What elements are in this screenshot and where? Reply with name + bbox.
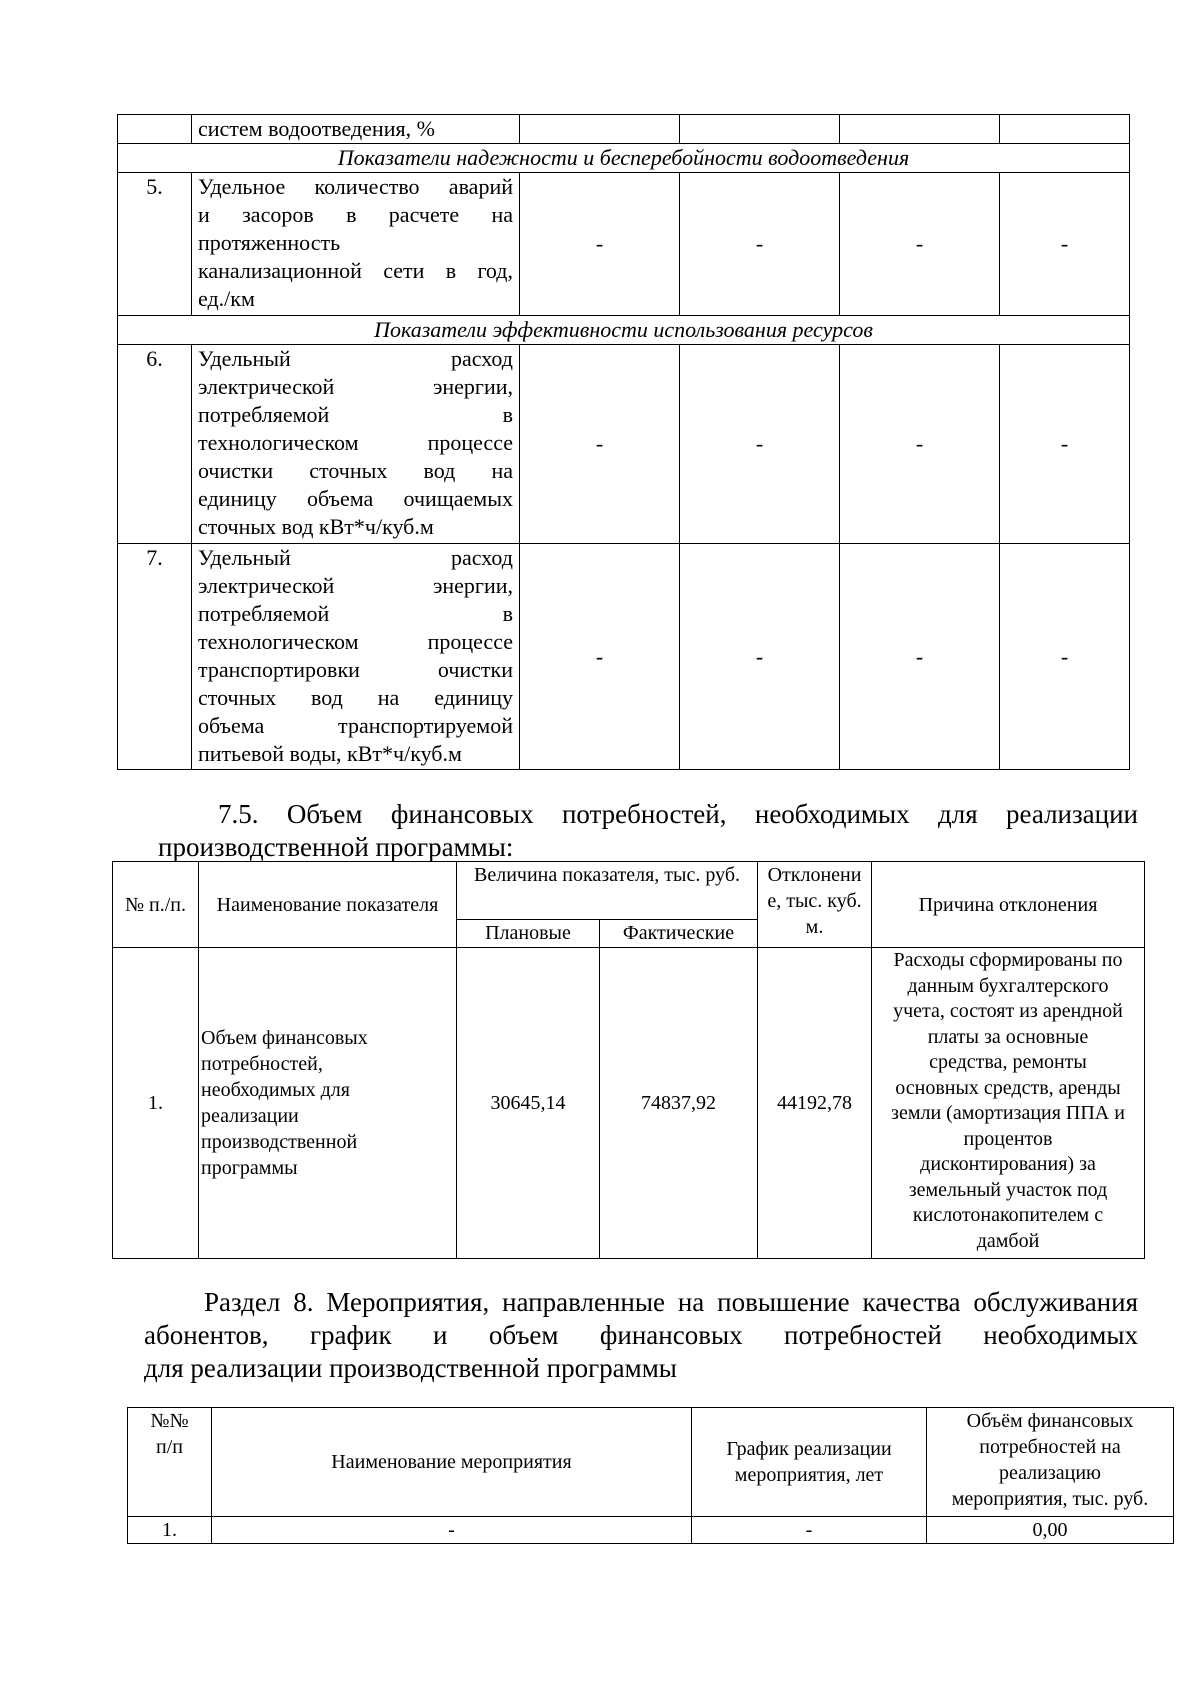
section-reliability-title: Показатели надежности и бесперебойности водоотведения [118,144,1130,173]
indicator-name: Удельный расход электрической энергии, потребляемой в технологическом процессе очистки сточных вод на единицу объема очищаемых сточных вод кВт*ч/куб.м [192,345,520,544]
row-number: 6. [118,345,192,544]
value-cell: - [1000,345,1130,544]
top-row-label: систем водоотведения, % [192,115,520,144]
value-cell: - [840,173,1000,316]
header-actual: Фактические [600,920,758,948]
value-cell: - [520,173,680,316]
value-cell: - [680,345,840,544]
measures-table [127,1407,1174,1544]
value-cell: - [840,544,1000,770]
table-header-row [113,862,1145,920]
table-row [118,115,1130,144]
value-cell: - [1000,173,1130,316]
header-num: № п./п. [113,862,199,948]
header-reason: Причина отклонения [872,862,1145,948]
measure-volume: 0,00 [927,1517,1174,1544]
row-number: 7. [118,544,192,770]
table-row [113,948,1145,1259]
section-efficiency-title: Показатели эффективности использования ресурсов [118,316,1130,345]
value-cell: - [520,544,680,770]
value-cell: - [1000,544,1130,770]
value-cell: - [680,173,840,316]
row-number: 1. [113,948,199,1259]
measure-name: - [212,1517,692,1544]
indicator-name: Удельное количество аварий и засоров в расчете на протяженность канализационной сети в год, ед./км [192,173,520,316]
header-num: №№ п/п [128,1408,212,1517]
table-row [128,1517,1174,1544]
planned-value: 30645,14 [457,948,600,1259]
indicator-name: Удельный расход электрической энергии, потребляемой в технологическом процессе транспортировки очистки сточных вод на единицу объема транспортируемой питьевой воды, кВт*ч/куб.м [192,544,520,770]
measure-schedule: - [692,1517,927,1544]
header-name: Наименование показателя [199,862,457,948]
section-8-heading: Раздел 8. Мероприятия, направленные на повышение качества обслуживания абонентов, график и объем финансовых потребностей необходимых для реализации производственной программы [144,1287,1138,1383]
value-cell: - [680,544,840,770]
table-header-row [128,1408,1174,1517]
indicator-name: Объем финансовых потребностей, необходимых для реализации производственной программы [199,948,457,1259]
row-number: 1. [128,1517,212,1544]
deviation-reason: Расходы сформированы по данным бухгалтерского учета, состоят из арендной платы за основные средства, ремонты основных средств, аренды земли (амортизация ППА и процентов дисконтирования) за земельный участок под кислотонакопителем с дамбой [872,948,1145,1259]
value-cell: - [520,345,680,544]
section-7-5-heading: 7.5. Объем финансовых потребностей, необходимых для реализации производственной программы: [158,799,1138,862]
financial-needs-table [112,861,1145,1259]
header-value-group: Величина показателя, тыс. руб. [457,862,758,920]
table-row [118,173,1130,316]
header-schedule: График реализации мероприятия, лет [692,1408,927,1517]
header-deviation: Отклонение, тыс. куб.м. [758,862,872,948]
table-row [118,345,1130,544]
section-row [118,144,1130,173]
actual-value: 74837,92 [600,948,758,1259]
deviation-value: 44192,78 [758,948,872,1259]
header-volume: Объём финансовых потребностей на реализацию мероприятия, тыс. руб. [927,1408,1174,1517]
table-row [118,544,1130,770]
header-planned: Плановые [457,920,600,948]
row-number: 5. [118,173,192,316]
indicators-table [117,114,1130,770]
section-row [118,316,1130,345]
header-measure-name: Наименование мероприятия [212,1408,692,1517]
value-cell: - [840,345,1000,544]
